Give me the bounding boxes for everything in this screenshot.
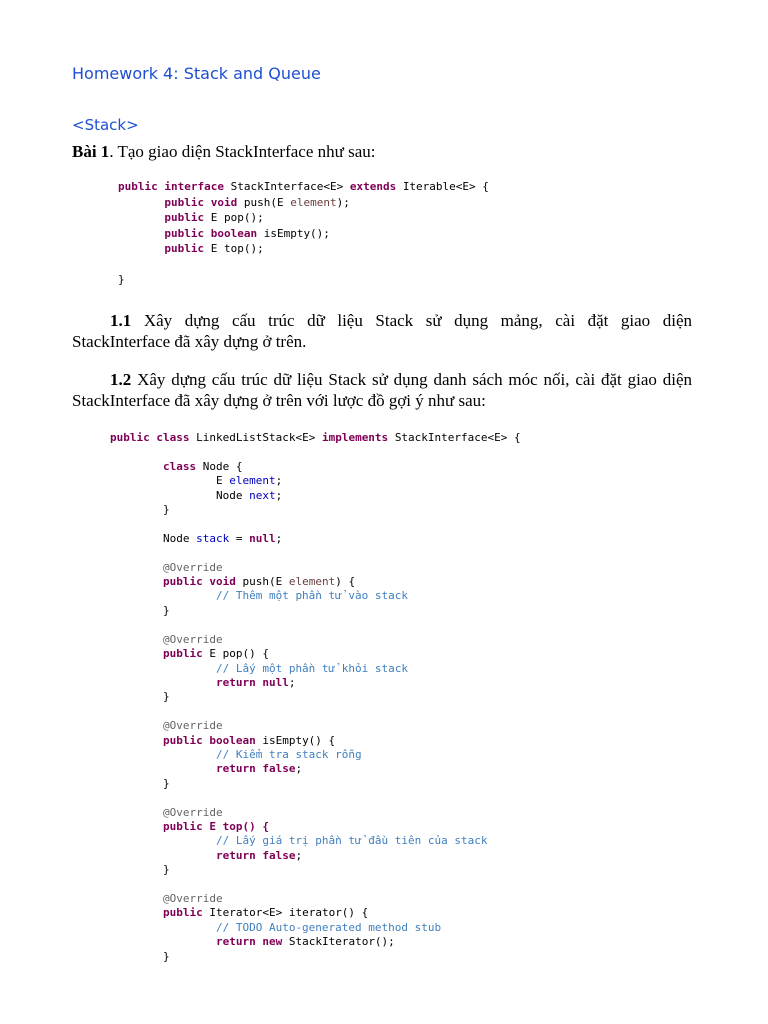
kw-public: public (118, 180, 158, 193)
semicolon: ; (275, 488, 283, 502)
push-keywords: public void (164, 195, 238, 209)
task-1-1-number: 1.1 (110, 311, 132, 330)
element-type: E (215, 474, 223, 488)
iterator-keywords: public (162, 906, 203, 920)
task-1-2 (72, 369, 692, 411)
task-1-1-line2: StackInterface đã xây dựng ở trên. (72, 332, 307, 351)
bai1-text (72, 141, 375, 162)
semicolon: ; (288, 675, 296, 689)
push-param: element (288, 575, 336, 589)
semicolon: ; (295, 848, 303, 862)
task-1-2-text1: Xây dựng cấu trúc dữ liệu Stack sử dụng danh sách móc nối, cài đặt giao diện (137, 370, 692, 389)
stack-type: Node (162, 531, 190, 545)
task-1-2-line1 (72, 369, 692, 390)
top-keywords: public (164, 242, 205, 255)
isempty-comment: // Kiểm tra stack rỗng (215, 747, 362, 761)
push-signature: push(E (242, 575, 283, 589)
interface-close-brace: } (118, 273, 125, 286)
linked-list-stack-code (110, 431, 521, 964)
assign: = (229, 531, 250, 545)
return-keyword: return (215, 762, 256, 776)
close-brace: } (162, 776, 170, 790)
iterator-comment: // TODO Auto-generated method stub (215, 920, 442, 934)
close-brace: } (162, 949, 170, 963)
pop-comment: // Lấy một phần tử khỏi stack (215, 661, 409, 675)
stack-field: stack (196, 531, 230, 545)
interface-decl-rest: Iterable<E> { (402, 180, 489, 193)
false-literal: false (262, 762, 296, 776)
pop-signature: E pop(); (210, 211, 264, 224)
task-1-1 (72, 310, 692, 352)
override-annotation: @Override (162, 892, 223, 905)
task-1-1-text1: Xây dựng cấu trúc dữ liệu Stack sử dụng mảng, cài đặt giao diện (143, 311, 693, 330)
node-close-brace: } (162, 503, 170, 517)
class-decl-name: LinkedListStack<E> (196, 431, 316, 444)
push-param: element (290, 195, 337, 209)
isempty-signature: isEmpty() { (262, 733, 336, 747)
null-literal: null (249, 531, 276, 545)
kw-implements: implements (321, 431, 389, 444)
top-keywords: public (162, 819, 203, 833)
top-signature: E top() { (209, 819, 269, 833)
return-keyword: return (215, 935, 256, 949)
bai1-label: Bài 1 (72, 142, 110, 161)
semicolon: ; (275, 474, 283, 488)
task-1-1-line1 (72, 310, 692, 331)
push-end: ); (336, 195, 350, 209)
push-end: ) { (335, 575, 356, 589)
null-literal: null (262, 675, 289, 689)
semicolon: ; (275, 531, 283, 545)
iterator-signature: Iterator<E> iterator() { (209, 906, 369, 920)
kw-extends: extends (349, 180, 397, 193)
interface-name: StackInterface<E> (230, 180, 344, 193)
override-annotation: @Override (162, 719, 223, 733)
element-field: element (229, 474, 276, 488)
next-field: next (249, 488, 276, 502)
bai1-instruction: . Tạo giao diện StackInterface như sau: (109, 142, 376, 161)
new-keyword: new (262, 935, 283, 949)
pop-signature: E pop() { (209, 647, 269, 661)
class-decl-keywords: public class (110, 431, 190, 444)
close-brace: } (162, 863, 170, 877)
pop-keywords: public (162, 647, 203, 661)
isempty-signature: isEmpty(); (263, 226, 330, 240)
new-expression: StackIterator(); (288, 935, 395, 949)
semicolon: ; (295, 762, 303, 776)
return-keyword: return (215, 848, 256, 862)
kw-class: class (162, 459, 197, 473)
next-type: Node (215, 488, 243, 502)
close-brace: } (162, 690, 170, 704)
return-keyword: return (215, 675, 256, 689)
override-annotation: @Override (162, 632, 223, 646)
false-literal: false (262, 848, 296, 862)
section-stack-heading: <Stack> (72, 116, 139, 134)
top-comment: // Lấy giá trị phần tử đầu tiên của stack (215, 834, 488, 848)
close-brace: } (162, 603, 170, 617)
kw-interface: interface (164, 180, 224, 193)
push-comment: // Thêm một phần tử vào stack (215, 589, 409, 603)
task-1-2-line2: StackInterface đã xây dựng ở trên với lược đồ gợi ý như sau: (72, 391, 486, 410)
override-annotation: @Override (162, 805, 223, 819)
pop-keywords: public (164, 211, 205, 224)
stack-interface-code (118, 179, 489, 288)
class-decl-rest: StackInterface<E> { (394, 431, 521, 444)
task-1-2-number: 1.2 (110, 370, 132, 389)
top-signature: E top(); (210, 242, 264, 255)
push-keywords: public void (162, 575, 236, 589)
push-signature: push(E (243, 195, 284, 209)
isempty-keywords: public boolean (162, 733, 256, 747)
override-annotation: @Override (162, 560, 223, 574)
node-class-name: Node { (202, 459, 243, 473)
isempty-keywords: public boolean (164, 226, 258, 240)
homework-title: Homework 4: Stack and Queue (72, 64, 321, 83)
